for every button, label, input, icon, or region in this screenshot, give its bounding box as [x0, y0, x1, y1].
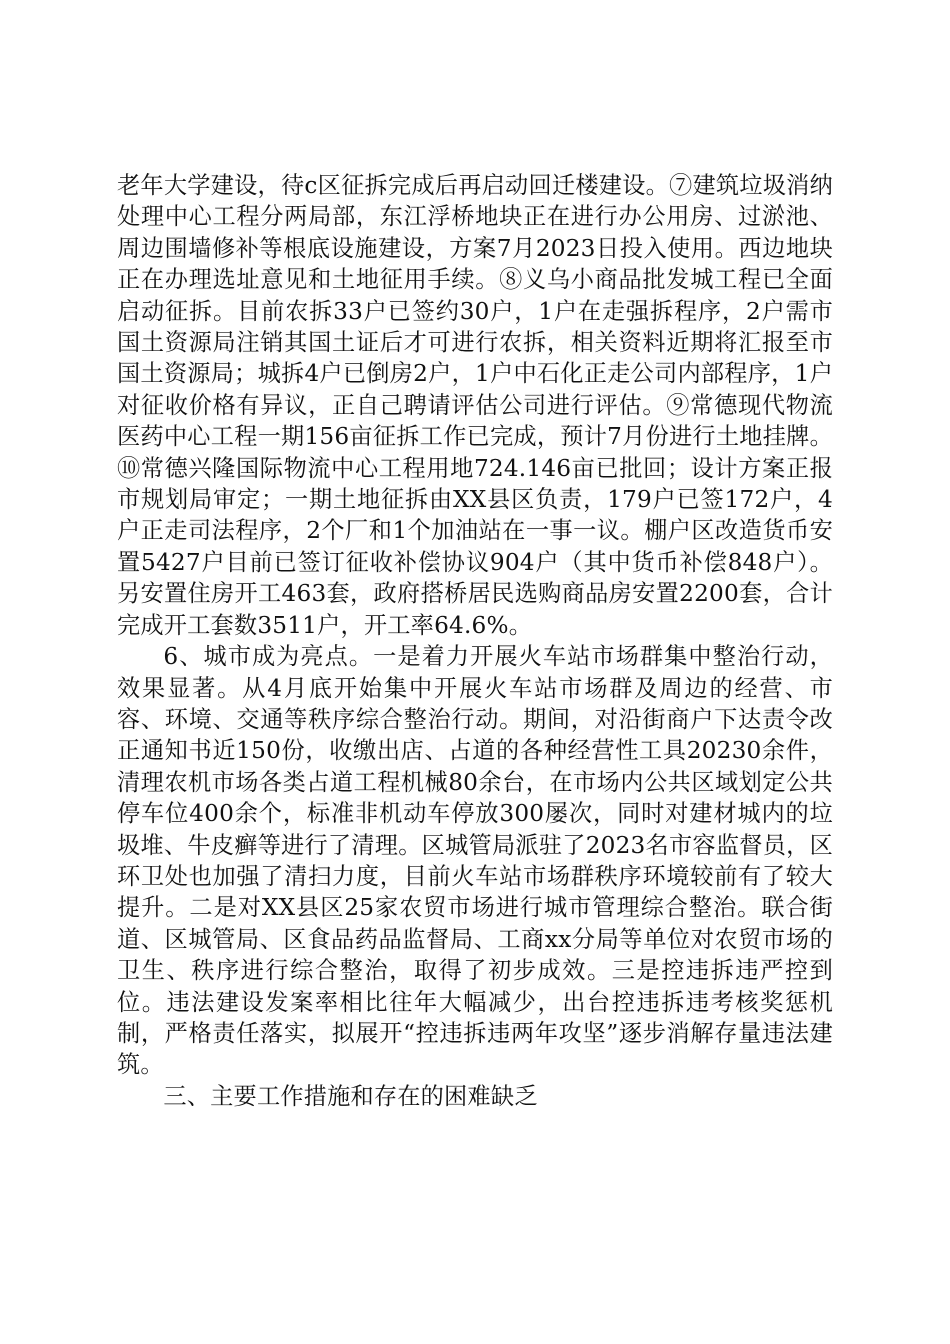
- document-body: [117, 170, 833, 1112]
- paragraph-city-highlight: 6、城市成为亮点。一是着力开展火车站市场群集中整治行动，效果显著。从4月底开始集中开展火车站市场群及周边的经营、市容、环境、交通等秩序综合整治行动。期间，对沿街商户下达责令改正通知书近150份，收缴出店、占道的各种经营性工具20230余件，清理农机市场各类占道工程机械80余台，在市场内公共区域划定公共停车位400余个，标准非机动车停放300屡次，同时对建材城内的垃圾堆、牛皮癣等进行了清理。区城管局派驻了2023名市容监督员，区环卫处也加强了清扫力度，目前火车站市场群秩序环境较前有了较大提升。二是对XX县区25家农贸市场进行城市管理综合整治。联合街道、区城管局、区食品药品监督局、工商xx分局等单位对农贸市场的卫生、秩序进行综合整治，取得了初步成效。三是控违拆违严控到位。违法建设发案率相比往年大幅减少，出台控违拆违考核奖惩机制，严格责任落实，拟展开“控违拆违两年攻坚”逐步消解存量违法建筑。: [117, 643, 833, 1079]
- paragraph-continuation: 老年大学建设，待c区征拆完成后再启动回迁楼建设。⑦建筑垃圾消纳处理中心工程分两局部，东江浮桥地块正在进行办公用房、过淤池、周边围墙修补等根底设施建设，方案7月2023日投入使用。西边地块正在办理选址意见和土地征用手续。⑧义乌小商品批发城工程已全面启动征拆。目前农拆33户已签约30户，1户在走强拆程序，2户需市国土资源局注销其国土证后才可进行农拆，相关资料近期将汇报至市国土资源局；城拆4户已倒房2户，1户中石化正走公司内部程序，1户对征收价格有异议，正自己聘请评估公司进行评估。⑨常德现代物流医药中心工程一期156亩征拆工作已完成，预计7月份进行土地挂牌。⑩常德兴隆国际物流中心工程用地724.146亩已批回；设计方案正报市规划局审定；一期土地征拆由XX县区负责，179户已签172户，4户正走司法程序，2个厂和1个加油站在一事一议。棚户区改造货币安置5427户目前已签订征收补偿协议904户（其中货币补偿848户）。另安置住房开工463套，政府搭桥居民选购商品房安置2200套，合计完成开工套数3511户，开工率64.6%。: [117, 172, 833, 639]
- section-heading: 三、主要工作措施和存在的困难缺乏: [163, 1082, 538, 1110]
